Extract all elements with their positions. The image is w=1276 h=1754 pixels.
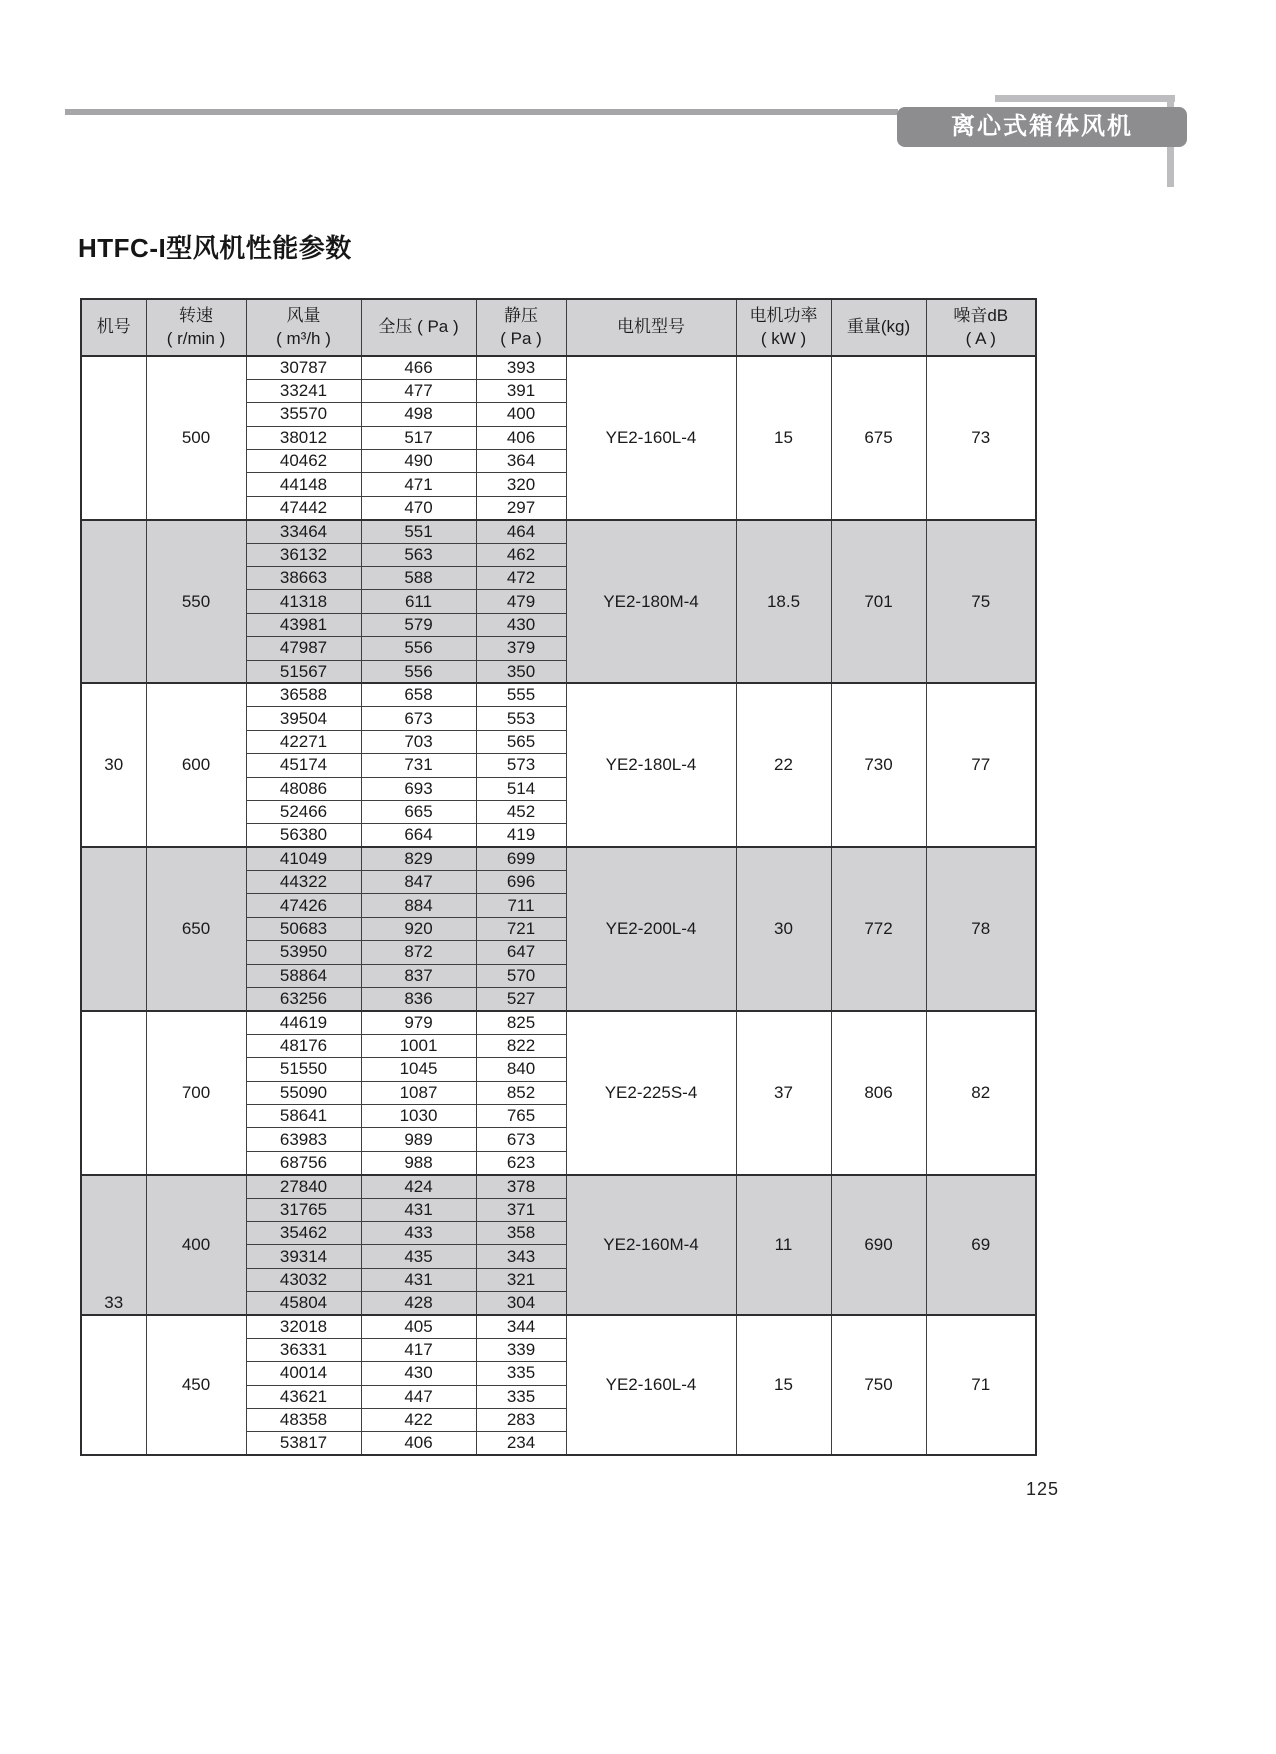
machine-no-cell <box>81 1034 146 1057</box>
total-pressure-cell: 431 <box>361 1268 476 1291</box>
flow-cell: 45804 <box>246 1292 361 1315</box>
machine-no-cell <box>81 660 146 683</box>
header-rule <box>65 109 898 115</box>
table-row <box>81 1011 1036 1034</box>
flow-cell: 41049 <box>246 847 361 870</box>
static-pressure-cell: 283 <box>476 1409 566 1432</box>
flow-cell: 43621 <box>246 1385 361 1408</box>
flow-cell: 36588 <box>246 683 361 706</box>
machine-no-cell <box>81 1362 146 1385</box>
machine-no-cell <box>81 473 146 496</box>
col-header-static-pressure: 静压 ( Pa ) <box>476 299 566 356</box>
speed-cell: 550 <box>146 520 246 684</box>
speed-cell: 450 <box>146 1315 246 1455</box>
speed-cell: 600 <box>146 683 246 847</box>
motor-model-cell: YE2-200L-4 <box>566 847 736 1011</box>
speed-cell: 650 <box>146 847 246 1011</box>
static-pressure-cell: 852 <box>476 1081 566 1104</box>
total-pressure-cell: 664 <box>361 824 476 847</box>
flow-cell: 27840 <box>246 1175 361 1198</box>
weight-cell: 690 <box>831 1175 926 1315</box>
machine-no-cell <box>81 1081 146 1104</box>
col-header-total-pressure: 全压 ( Pa ) <box>361 299 476 356</box>
total-pressure-cell: 435 <box>361 1245 476 1268</box>
motor-model-cell: YE2-180L-4 <box>566 683 736 847</box>
total-pressure-cell: 551 <box>361 520 476 543</box>
static-pressure-cell: 234 <box>476 1432 566 1455</box>
flow-cell: 31765 <box>246 1198 361 1221</box>
total-pressure-cell: 447 <box>361 1385 476 1408</box>
flow-cell: 39314 <box>246 1245 361 1268</box>
flow-cell: 32018 <box>246 1315 361 1338</box>
static-pressure-cell: 406 <box>476 426 566 449</box>
static-pressure-cell: 514 <box>476 777 566 800</box>
flow-cell: 51567 <box>246 660 361 683</box>
fan-performance-table <box>80 298 1037 1456</box>
flow-cell: 47442 <box>246 496 361 519</box>
machine-no-cell <box>81 1011 146 1034</box>
flow-cell: 38663 <box>246 567 361 590</box>
flow-cell: 45174 <box>246 754 361 777</box>
total-pressure-cell: 428 <box>361 1292 476 1315</box>
static-pressure-cell: 673 <box>476 1128 566 1151</box>
static-pressure-cell: 419 <box>476 824 566 847</box>
flow-cell: 47987 <box>246 637 361 660</box>
static-pressure-cell: 339 <box>476 1338 566 1361</box>
table-body <box>81 356 1036 1455</box>
noise-cell: 82 <box>926 1011 1036 1175</box>
flow-cell: 47426 <box>246 894 361 917</box>
machine-no-cell <box>81 1058 146 1081</box>
total-pressure-cell: 430 <box>361 1362 476 1385</box>
weight-cell: 701 <box>831 520 926 684</box>
weight-cell: 806 <box>831 1011 926 1175</box>
machine-no-cell <box>81 941 146 964</box>
machine-no-cell <box>81 707 146 730</box>
flow-cell: 58864 <box>246 964 361 987</box>
static-pressure-cell: 840 <box>476 1058 566 1081</box>
machine-no-cell <box>81 1128 146 1151</box>
table-row <box>81 847 1036 870</box>
corner-bracket-top <box>995 95 1175 102</box>
flow-cell: 38012 <box>246 426 361 449</box>
motor-model-cell: YE2-180M-4 <box>566 520 736 684</box>
col-header-machine-no: 机号 <box>81 299 146 356</box>
static-pressure-cell: 479 <box>476 590 566 613</box>
machine-no-cell <box>81 403 146 426</box>
flow-cell: 36132 <box>246 543 361 566</box>
static-pressure-cell: 364 <box>476 450 566 473</box>
machine-no-cell <box>81 847 146 870</box>
total-pressure-cell: 470 <box>361 496 476 519</box>
machine-no-cell <box>81 520 146 543</box>
static-pressure-cell: 647 <box>476 941 566 964</box>
total-pressure-cell: 673 <box>361 707 476 730</box>
weight-cell: 730 <box>831 683 926 847</box>
noise-cell: 78 <box>926 847 1036 1011</box>
flow-cell: 42271 <box>246 730 361 753</box>
static-pressure-cell: 400 <box>476 403 566 426</box>
static-pressure-cell: 343 <box>476 1245 566 1268</box>
machine-no-cell <box>81 1221 146 1244</box>
static-pressure-cell: 565 <box>476 730 566 753</box>
machine-no-cell <box>81 730 146 753</box>
machine-no-cell: 30 <box>81 754 146 777</box>
machine-no-cell <box>81 567 146 590</box>
motor-model-cell: YE2-225S-4 <box>566 1011 736 1175</box>
total-pressure-cell: 836 <box>361 988 476 1011</box>
total-pressure-cell: 405 <box>361 1315 476 1338</box>
flow-cell: 63256 <box>246 988 361 1011</box>
motor-power-cell: 18.5 <box>736 520 831 684</box>
total-pressure-cell: 490 <box>361 450 476 473</box>
flow-cell: 44148 <box>246 473 361 496</box>
flow-cell: 39504 <box>246 707 361 730</box>
flow-cell: 41318 <box>246 590 361 613</box>
static-pressure-cell: 350 <box>476 660 566 683</box>
total-pressure-cell: 988 <box>361 1151 476 1174</box>
static-pressure-cell: 696 <box>476 871 566 894</box>
motor-power-cell: 30 <box>736 847 831 1011</box>
flow-cell: 40462 <box>246 450 361 473</box>
static-pressure-cell: 570 <box>476 964 566 987</box>
machine-no-cell <box>81 637 146 660</box>
static-pressure-cell: 393 <box>476 356 566 379</box>
machine-no-cell <box>81 1432 146 1455</box>
static-pressure-cell: 321 <box>476 1268 566 1291</box>
static-pressure-cell: 335 <box>476 1362 566 1385</box>
flow-cell: 50683 <box>246 917 361 940</box>
machine-no-cell <box>81 964 146 987</box>
static-pressure-cell: 711 <box>476 894 566 917</box>
table-row <box>81 683 1036 706</box>
total-pressure-cell: 731 <box>361 754 476 777</box>
total-pressure-cell: 872 <box>361 941 476 964</box>
flow-cell: 43032 <box>246 1268 361 1291</box>
total-pressure-cell: 979 <box>361 1011 476 1034</box>
motor-power-cell: 15 <box>736 356 831 520</box>
table-row <box>81 520 1036 543</box>
col-header-weight: 重量(kg) <box>831 299 926 356</box>
total-pressure-cell: 658 <box>361 683 476 706</box>
static-pressure-cell: 464 <box>476 520 566 543</box>
total-pressure-cell: 563 <box>361 543 476 566</box>
static-pressure-cell: 623 <box>476 1151 566 1174</box>
flow-cell: 33464 <box>246 520 361 543</box>
motor-power-cell: 11 <box>736 1175 831 1315</box>
total-pressure-cell: 1045 <box>361 1058 476 1081</box>
machine-no-cell <box>81 496 146 519</box>
flow-cell: 48358 <box>246 1409 361 1432</box>
flow-cell: 44322 <box>246 871 361 894</box>
flow-cell: 58641 <box>246 1105 361 1128</box>
col-header-motor-power: 电机功率 ( kW ) <box>736 299 831 356</box>
total-pressure-cell: 665 <box>361 800 476 823</box>
static-pressure-cell: 335 <box>476 1385 566 1408</box>
noise-cell: 69 <box>926 1175 1036 1315</box>
total-pressure-cell: 693 <box>361 777 476 800</box>
total-pressure-cell: 588 <box>361 567 476 590</box>
weight-cell: 750 <box>831 1315 926 1455</box>
total-pressure-cell: 1030 <box>361 1105 476 1128</box>
total-pressure-cell: 829 <box>361 847 476 870</box>
machine-no-cell <box>81 356 146 379</box>
static-pressure-cell: 452 <box>476 800 566 823</box>
flow-cell: 53950 <box>246 941 361 964</box>
flow-cell: 63983 <box>246 1128 361 1151</box>
motor-model-cell: YE2-160M-4 <box>566 1175 736 1315</box>
total-pressure-cell: 406 <box>361 1432 476 1455</box>
flow-cell: 43981 <box>246 613 361 636</box>
weight-cell: 675 <box>831 356 926 520</box>
machine-no-cell <box>81 1338 146 1361</box>
total-pressure-cell: 424 <box>361 1175 476 1198</box>
machine-no-cell <box>81 1245 146 1268</box>
total-pressure-cell: 431 <box>361 1198 476 1221</box>
static-pressure-cell: 344 <box>476 1315 566 1338</box>
machine-no-cell <box>81 800 146 823</box>
speed-cell: 400 <box>146 1175 246 1315</box>
total-pressure-cell: 517 <box>361 426 476 449</box>
flow-cell: 56380 <box>246 824 361 847</box>
total-pressure-cell: 884 <box>361 894 476 917</box>
machine-no-cell <box>81 777 146 800</box>
total-pressure-cell: 611 <box>361 590 476 613</box>
static-pressure-cell: 553 <box>476 707 566 730</box>
static-pressure-cell: 358 <box>476 1221 566 1244</box>
static-pressure-cell: 721 <box>476 917 566 940</box>
static-pressure-cell: 573 <box>476 754 566 777</box>
noise-cell: 75 <box>926 520 1036 684</box>
col-header-motor-model: 电机型号 <box>566 299 736 356</box>
total-pressure-cell: 847 <box>361 871 476 894</box>
flow-cell: 40014 <box>246 1362 361 1385</box>
table-row <box>81 356 1036 379</box>
flow-cell: 33241 <box>246 379 361 402</box>
static-pressure-cell: 304 <box>476 1292 566 1315</box>
noise-cell: 77 <box>926 683 1036 847</box>
machine-no-cell <box>81 1105 146 1128</box>
flow-cell: 52466 <box>246 800 361 823</box>
machine-no-cell <box>81 824 146 847</box>
motor-power-cell: 37 <box>736 1011 831 1175</box>
machine-no-cell <box>81 543 146 566</box>
col-header-flow: 风量 ( m³/h ) <box>246 299 361 356</box>
static-pressure-cell: 699 <box>476 847 566 870</box>
motor-power-cell: 22 <box>736 683 831 847</box>
static-pressure-cell: 765 <box>476 1105 566 1128</box>
static-pressure-cell: 391 <box>476 379 566 402</box>
machine-no-cell <box>81 1409 146 1432</box>
motor-model-cell: YE2-160L-4 <box>566 356 736 520</box>
total-pressure-cell: 477 <box>361 379 476 402</box>
flow-cell: 36331 <box>246 1338 361 1361</box>
total-pressure-cell: 1087 <box>361 1081 476 1104</box>
machine-no-cell <box>81 1175 146 1198</box>
total-pressure-cell: 498 <box>361 403 476 426</box>
flow-cell: 35462 <box>246 1221 361 1244</box>
speed-cell: 700 <box>146 1011 246 1175</box>
weight-cell: 772 <box>831 847 926 1011</box>
static-pressure-cell: 297 <box>476 496 566 519</box>
speed-cell: 500 <box>146 356 246 520</box>
total-pressure-cell: 703 <box>361 730 476 753</box>
machine-no-cell <box>81 590 146 613</box>
flow-cell: 55090 <box>246 1081 361 1104</box>
total-pressure-cell: 466 <box>361 356 476 379</box>
flow-cell: 30787 <box>246 356 361 379</box>
total-pressure-cell: 837 <box>361 964 476 987</box>
total-pressure-cell: 920 <box>361 917 476 940</box>
machine-no-cell <box>81 426 146 449</box>
machine-no-cell <box>81 871 146 894</box>
machine-no-cell <box>81 1268 146 1291</box>
table-row <box>81 1315 1036 1338</box>
total-pressure-cell: 422 <box>361 1409 476 1432</box>
motor-power-cell: 15 <box>736 1315 831 1455</box>
static-pressure-cell: 378 <box>476 1175 566 1198</box>
machine-no-cell: 33 <box>81 1292 146 1315</box>
static-pressure-cell: 462 <box>476 543 566 566</box>
machine-no-cell <box>81 1385 146 1408</box>
static-pressure-cell: 430 <box>476 613 566 636</box>
machine-no-cell <box>81 988 146 1011</box>
flow-cell: 35570 <box>246 403 361 426</box>
machine-no-cell <box>81 917 146 940</box>
static-pressure-cell: 825 <box>476 1011 566 1034</box>
flow-cell: 44619 <box>246 1011 361 1034</box>
static-pressure-cell: 371 <box>476 1198 566 1221</box>
total-pressure-cell: 471 <box>361 473 476 496</box>
machine-no-cell <box>81 1198 146 1221</box>
static-pressure-cell: 527 <box>476 988 566 1011</box>
table-header-row <box>81 299 1036 356</box>
machine-no-cell <box>81 450 146 473</box>
section-banner: 离心式箱体风机 <box>897 107 1187 147</box>
total-pressure-cell: 556 <box>361 660 476 683</box>
total-pressure-cell: 989 <box>361 1128 476 1151</box>
machine-no-cell <box>81 613 146 636</box>
machine-no-cell <box>81 379 146 402</box>
col-header-speed: 转速 ( r/min ) <box>146 299 246 356</box>
static-pressure-cell: 822 <box>476 1034 566 1057</box>
col-header-noise: 噪音dB ( A ) <box>926 299 1036 356</box>
machine-no-cell <box>81 1315 146 1338</box>
machine-no-cell <box>81 894 146 917</box>
machine-no-cell <box>81 1151 146 1174</box>
static-pressure-cell: 320 <box>476 473 566 496</box>
static-pressure-cell: 472 <box>476 567 566 590</box>
flow-cell: 68756 <box>246 1151 361 1174</box>
flow-cell: 48176 <box>246 1034 361 1057</box>
table-row <box>81 1175 1036 1198</box>
total-pressure-cell: 579 <box>361 613 476 636</box>
flow-cell: 48086 <box>246 777 361 800</box>
flow-cell: 51550 <box>246 1058 361 1081</box>
static-pressure-cell: 379 <box>476 637 566 660</box>
total-pressure-cell: 417 <box>361 1338 476 1361</box>
page-number: 125 <box>1026 1479 1060 1499</box>
noise-cell: 71 <box>926 1315 1036 1455</box>
flow-cell: 53817 <box>246 1432 361 1455</box>
static-pressure-cell: 555 <box>476 683 566 706</box>
motor-model-cell: YE2-160L-4 <box>566 1315 736 1455</box>
noise-cell: 73 <box>926 356 1036 520</box>
total-pressure-cell: 556 <box>361 637 476 660</box>
total-pressure-cell: 1001 <box>361 1034 476 1057</box>
page-title: HTFC-I型风机性能参数 <box>78 233 352 263</box>
total-pressure-cell: 433 <box>361 1221 476 1244</box>
machine-no-cell <box>81 683 146 706</box>
